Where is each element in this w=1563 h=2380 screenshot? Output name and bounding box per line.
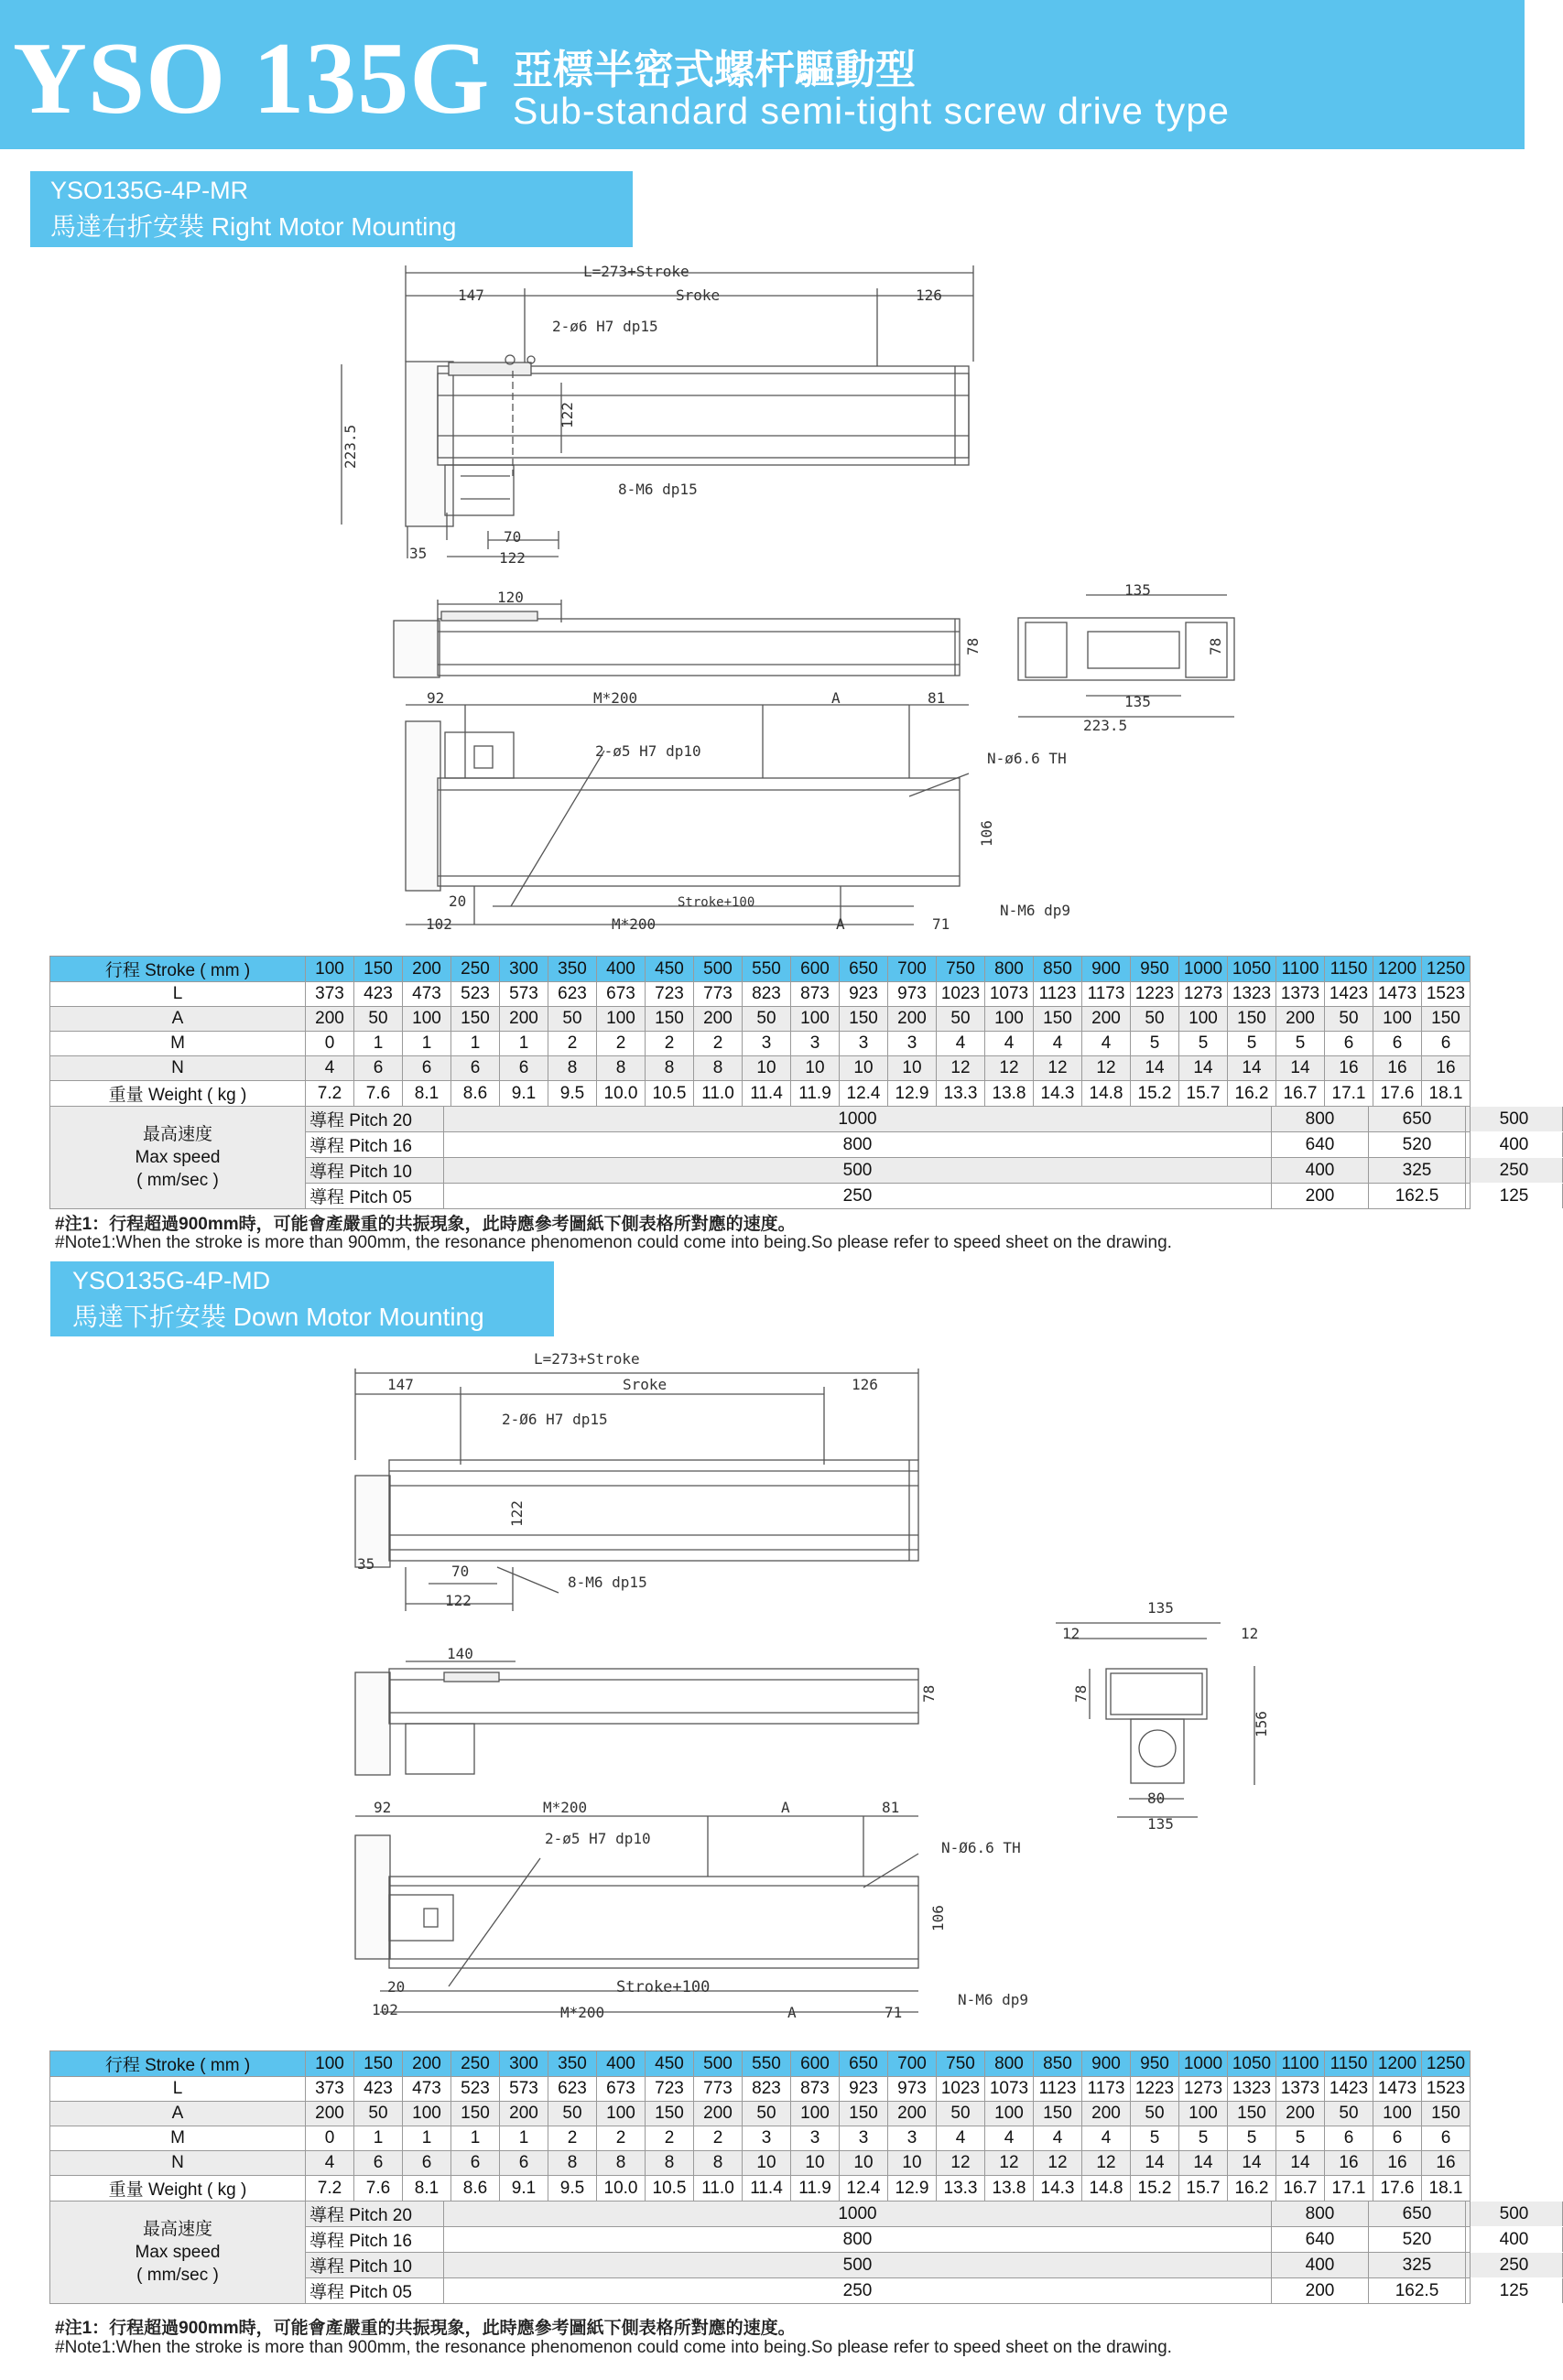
dim-end2-135: 135	[1147, 1599, 1174, 1617]
spec-table-right-motor	[49, 956, 1529, 1209]
dim-L-2: L=273+Stroke	[534, 1350, 640, 1368]
dim-nm6-2: N-M6 dp9	[958, 1991, 1029, 2008]
dim-m200-2: M*200	[543, 1799, 588, 1816]
dim-end-78: 78	[1207, 637, 1224, 655]
dim-92-2: 92	[374, 1799, 392, 1816]
table-row: M 0 1 1 1 1 2 2 2 2 3 3 3 3 4 4 4 4 5 5 5 5 6 6 6	[50, 2126, 1471, 2151]
speed-row: 最高速度 Max speed ( mm/sec ) 導程 Pitch 20 1000 800 650 500	[50, 1107, 1471, 1132]
dim-n66-2: N-Ø6.6 TH	[941, 1839, 1021, 1856]
stroke-label: 行程 Stroke ( mm )	[50, 2051, 306, 2077]
table-row: A 200 50 100 150 200 50 100 150 200 50 100 150 200 50 100 150 200 50 100 150 200 50 100 150	[50, 2102, 1471, 2126]
dim-end2-80: 80	[1147, 1790, 1166, 1807]
dim-102: 102	[426, 915, 452, 933]
bottom-view-2	[355, 1799, 1028, 2021]
table-row: 重量 Weight ( kg ) 7.2 7.6 8.1 8.6 9.1 9.5 10.0 10.5 11.0 11.4 11.9 12.4 12.9 13.3 13.8 14.3 14.8 15.2 15.7 16.2 16.7 17.1 17.6 18.1	[50, 2176, 1471, 2202]
dim-126: 126	[916, 287, 942, 304]
dim-m200: M*200	[593, 689, 638, 707]
note-english: #Note1:When the stroke is more than 900mm, the resonance phenomenon could come into being.So please refer to speed sheet on the drawing.	[55, 1233, 1172, 1252]
dim-end-135b: 135	[1124, 693, 1151, 710]
table-header-row: 行程 Stroke ( mm ) 100 150 200 250 300 350 400 450 500 550 600 650 700 750 800 850 900 950 1000 1050 1100 1150 1200 1250	[50, 2051, 1471, 2077]
dim-140: 140	[447, 1645, 473, 1662]
section-subtitle: 馬達右折安裝 Right Motor Mounting	[50, 212, 457, 241]
dim-71: 71	[932, 915, 950, 933]
dim-81-2: 81	[882, 1799, 900, 1816]
dim-end-135: 135	[1124, 581, 1151, 599]
speed-row: 導程 Pitch 05 250 200 162.5 125	[50, 1184, 1471, 1209]
dim-stroke-100-2: Stroke+100	[616, 1978, 711, 1996]
section-title-right-motor	[30, 171, 633, 247]
spec-table-down-motor	[49, 2050, 1529, 2304]
title-english: Sub-standard semi-tight screw drive type	[513, 90, 1230, 132]
dim-81: 81	[928, 689, 946, 707]
dim-L: L=273+Stroke	[583, 263, 689, 280]
drawing-down-motor	[0, 1336, 1525, 2050]
section-subtitle: 馬達下折安裝 Down Motor Mounting	[72, 1303, 484, 1331]
note-chinese: #注1：行程超過900mm時，可能會產嚴重的共振現象，此時應參考圖紙下側表格所對應的速度。	[55, 1215, 796, 1234]
speed-row: 導程 Pitch 05 250 200 162.5 125	[50, 2278, 1471, 2304]
dim-end2-12b: 12	[1241, 1625, 1259, 1642]
side-view-2	[355, 1645, 938, 1775]
dim-120: 120	[497, 589, 524, 606]
dim-20-2: 20	[387, 1978, 406, 1996]
title-chinese: 亞標半密式螺杆驅動型	[513, 48, 916, 92]
end-view	[1018, 581, 1234, 734]
dim-147-2: 147	[387, 1376, 414, 1393]
dim-end2-12a: 12	[1062, 1625, 1080, 1642]
section-code: YSO135G-4P-MD	[72, 1267, 271, 1294]
dim-122: 122	[499, 549, 526, 567]
dim-122-2: 122	[445, 1592, 472, 1609]
dim-m200b: M*200	[612, 915, 657, 933]
dim-70: 70	[504, 528, 522, 546]
speed-row: 導程 Pitch 16 800 640 520 400	[50, 2227, 1471, 2253]
dim-stroke-100: Stroke+100	[678, 895, 755, 910]
dim-106-2: 106	[929, 1905, 947, 1931]
speed-label: 最高速度 Max speed ( mm/sec )	[50, 1107, 306, 1209]
dim-71-2: 71	[885, 2004, 903, 2021]
dim-A: A	[831, 689, 841, 707]
dim-122-v-2: 122	[508, 1500, 526, 1527]
table-row: L 373 423 473 523 573 623 673 723 773 823 873 923 973 1023 1073 1123 1173 1223 1273 1323 1373 1423 1473 1523	[50, 2077, 1471, 2102]
dim-126-2: 126	[852, 1376, 878, 1393]
model-title: YSO 135G	[13, 22, 491, 135]
table-row: L 373 423 473 523 573 623 673 723 773 823 873 923 973 1023 1073 1123 1173 1223 1273 1323 1373 1423 1473 1523	[50, 982, 1471, 1007]
dim-147: 147	[458, 287, 484, 304]
dim-end-223-5: 223.5	[1083, 717, 1128, 734]
bottom-view	[406, 689, 1070, 933]
table-row: N 4 6 6 6 6 8 8 8 8 10 10 10 10 12 12 12 12 14 14 14 14 16 16 16	[50, 2151, 1471, 2176]
top-view	[342, 263, 973, 567]
dim-78: 78	[964, 637, 982, 655]
dim-A-b: A	[836, 915, 845, 933]
speed-label: 最高速度 Max speed ( mm/sec )	[50, 2202, 306, 2304]
dim-hole-5-2: 2-ø5 H7 dp10	[545, 1830, 651, 1847]
end-view-2	[1056, 1599, 1270, 1833]
section-code: YSO135G-4P-MR	[50, 177, 249, 204]
note-english-2: #Note1:When the stroke is more than 900mm, the resonance phenomenon could come into being.So please refer to speed sheet on the drawing.	[55, 2338, 1172, 2357]
dim-m6-2: 8-M6 dp15	[568, 1574, 647, 1591]
speed-row: 導程 Pitch 10 500 400 325 250	[50, 2253, 1471, 2278]
side-view	[394, 589, 982, 677]
table-row: A 200 50 100 150 200 50 100 150 200 50 100 150 200 50 100 150 200 50 100 150 200 50 100 150	[50, 1007, 1471, 1032]
dim-223-5: 223.5	[342, 424, 359, 469]
dim-end2-78: 78	[1072, 1684, 1090, 1703]
dim-78-2: 78	[920, 1684, 938, 1703]
dim-stroke: Sroke	[676, 287, 721, 304]
table-row: N 4 6 6 6 6 8 8 8 8 10 10 10 10 12 12 12 12 14 14 14 14 16 16 16	[50, 1056, 1471, 1081]
table-header-row: 行程 Stroke ( mm ) 100 150 200 250 300 350 400 450 500 550 600 650 700 750 800 850 900 950 1000 1050 1100 1150 1200 1250	[50, 957, 1471, 982]
section-title-down-motor	[50, 1261, 554, 1336]
dim-m6: 8-M6 dp15	[618, 481, 698, 498]
dim-35-2: 35	[357, 1555, 375, 1573]
header-banner	[0, 0, 1525, 149]
dim-A-b-2: A	[787, 2004, 797, 2021]
table-row: M 0 1 1 1 1 2 2 2 2 3 3 3 3 4 4 4 4 5 5 5 5 6 6 6	[50, 1032, 1471, 1056]
drawing-right-motor	[0, 247, 1525, 943]
dim-92: 92	[427, 689, 445, 707]
dim-stroke-2: Sroke	[623, 1376, 668, 1393]
dim-35: 35	[409, 545, 428, 562]
dim-A-2: A	[781, 1799, 790, 1816]
dim-20: 20	[449, 892, 467, 910]
dim-end2-135b: 135	[1147, 1815, 1174, 1833]
dim-102-2: 102	[372, 2001, 398, 2018]
dim-nm6: N-M6 dp9	[1000, 902, 1071, 919]
dim-hole-6: 2-ø6 H7 dp15	[552, 318, 658, 335]
dim-122-v: 122	[559, 402, 576, 428]
dim-end2-156: 156	[1253, 1711, 1270, 1737]
dim-70-2: 70	[451, 1563, 470, 1580]
dim-hole-6-2: 2-Ø6 H7 dp15	[502, 1411, 608, 1428]
dim-m200b-2: M*200	[560, 2004, 605, 2021]
dim-hole-5: 2-ø5 H7 dp10	[595, 742, 701, 760]
stroke-label: 行程 Stroke ( mm )	[50, 957, 306, 982]
dim-106: 106	[978, 820, 995, 847]
dim-n66: N-ø6.6 TH	[987, 750, 1067, 767]
note-chinese-2: #注1：行程超過900mm時，可能會產嚴重的共振現象，此時應參考圖紙下側表格所對應的速度。	[55, 2319, 796, 2338]
speed-row: 導程 Pitch 16 800 640 520 400	[50, 1132, 1471, 1158]
top-view-2	[355, 1350, 918, 1611]
speed-row: 導程 Pitch 10 500 400 325 250	[50, 1158, 1471, 1184]
speed-row: 最高速度 Max speed ( mm/sec ) 導程 Pitch 20 1000 800 650 500	[50, 2202, 1471, 2227]
table-row: 重量 Weight ( kg ) 7.2 7.6 8.1 8.6 9.1 9.5 10.0 10.5 11.0 11.4 11.9 12.4 12.9 13.3 13.8 14.3 14.8 15.2 15.7 16.2 16.7 17.1 17.6 18.1	[50, 1081, 1471, 1107]
